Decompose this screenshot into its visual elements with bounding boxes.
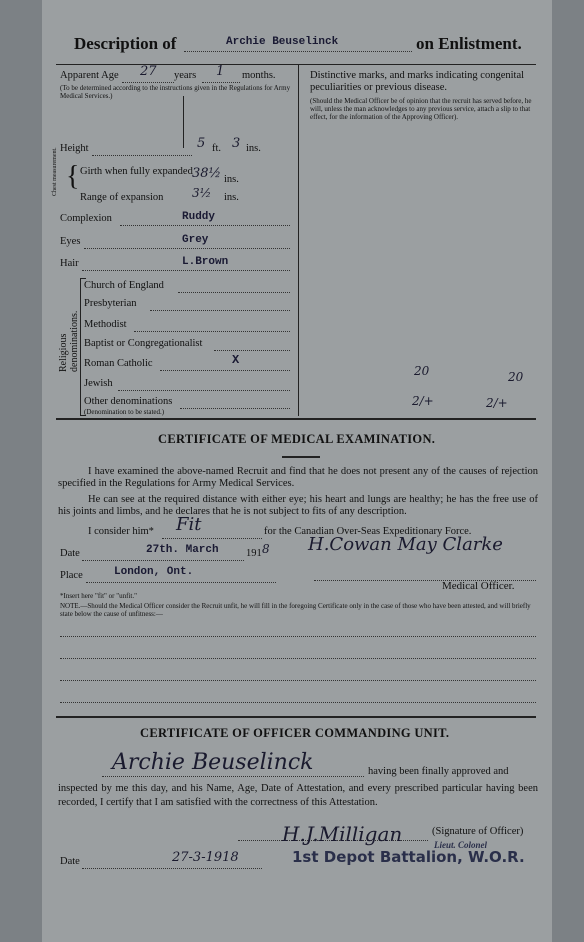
religion-item: Jewish <box>84 378 113 389</box>
age-months: 1 <box>216 64 225 79</box>
title-underline <box>282 456 320 458</box>
fit-value: Fit <box>176 514 202 535</box>
medical-para1: I have examined the above-named Recruit and find that he does not present any of the causes of rejection specified in the Regulations for Army Medical Services. <box>58 466 538 489</box>
height-ins: 3 <box>232 136 241 151</box>
religion-mark-rc: X <box>232 353 240 367</box>
unfit-line-1 <box>60 636 536 637</box>
officer-date-label: Date <box>60 856 80 867</box>
officer-signature: H.J.Milligan <box>282 822 403 846</box>
medical-officer-label: Medical Officer. <box>442 580 515 592</box>
age-note: (To be determined according to the instructions given in the Regulations for Army Medical Services.) <box>60 84 291 100</box>
title-right: on Enlistment. <box>416 34 522 53</box>
religion-line <box>150 310 290 311</box>
title-left: Description of <box>74 34 177 53</box>
height-line <box>92 155 192 156</box>
complexion-line <box>120 225 290 226</box>
section-rule-2 <box>56 716 536 718</box>
column-divider <box>298 64 299 416</box>
officer-date-line <box>82 868 262 869</box>
eyes-value: Grey <box>182 234 209 246</box>
signature-of-officer-label: (Signature of Officer) <box>432 826 524 837</box>
signed-name-line <box>102 776 364 777</box>
religion-item: Church of England <box>84 280 164 291</box>
date-label: Date <box>60 548 80 559</box>
consider-label: I consider him* <box>88 526 154 537</box>
complexion-label: Complexion <box>60 213 112 224</box>
attestation-page <box>42 0 552 942</box>
eyes-label: Eyes <box>60 236 81 247</box>
year-label: 191 <box>246 548 262 559</box>
expansion-value: 3½ <box>192 186 212 200</box>
medical-para2: He can see at the required distance with either eye; his heart and lungs are healthy; he has the free use of his joints and limbs, and he declares that he is not subject to fits of any description. <box>58 494 538 517</box>
age-box-divider <box>183 96 184 148</box>
expansion-ins: ins. <box>224 192 239 203</box>
place-line <box>86 582 276 583</box>
medical-title: CERTIFICATE OF MEDICAL EXAMINATION. <box>158 432 436 446</box>
religion-line <box>118 390 290 391</box>
hearing-right: 2/+ <box>412 394 434 408</box>
other-denomination-note: (Denomination to be stated.) <box>84 408 165 416</box>
girth-ins: ins. <box>224 174 239 185</box>
top-rule <box>56 64 536 65</box>
years-label: years <box>174 70 197 81</box>
officer-text2: inspected by me this day, and his Name, Age, Date of Attestation, and every prescribed particular having been recorded, I certify that I am satisfied with the correctness of this Attestation. <box>58 783 538 808</box>
religion-side-label: Religious denominations. <box>58 310 80 372</box>
height-label: Height <box>60 143 89 154</box>
chest-brace: { <box>66 161 80 192</box>
girth-value: 38½ <box>192 166 222 181</box>
medical-signature: H.Cowan May Clarke <box>308 534 503 555</box>
expansion-label: Range of expansion <box>80 192 164 203</box>
officer-title: CERTIFICATE OF OFFICER COMMANDING UNIT. <box>140 726 450 740</box>
religion-item: Presbyterian <box>84 298 137 309</box>
consider-line <box>162 538 262 539</box>
religion-line <box>178 292 290 293</box>
hair-value: L.Brown <box>182 256 229 268</box>
religion-line <box>134 331 290 332</box>
unfit-line-3 <box>60 680 536 681</box>
months-label: months. <box>242 70 276 81</box>
place-value: London, Ont. <box>114 566 194 578</box>
ft-label: ft. <box>212 143 222 154</box>
eyes-line <box>84 248 290 249</box>
age-years: 27 <box>140 64 157 79</box>
officer-date: 27-3-1918 <box>172 850 239 865</box>
rank-stamp: Lieut. Colonel <box>434 840 488 850</box>
unfit-note: NOTE.—Should the Medical Officer consider the Recruit unfit, he will fill in the foregoing Certificate only in the case of those who have been attested, and will briefly state below the cause of unfitness:— <box>60 602 531 618</box>
officer-text1: having been finally approved and <box>368 766 509 777</box>
complexion-value: Ruddy <box>182 211 216 223</box>
year-value: 8 <box>262 542 270 556</box>
religion-line <box>214 350 290 351</box>
recruit-signature: Archie Beuselinck <box>112 750 314 775</box>
unfit-line-4 <box>60 702 536 703</box>
vision-left: 20 <box>508 370 524 384</box>
girth-label: Girth when fully expanded <box>80 166 193 177</box>
religion-item: Methodist <box>84 319 127 330</box>
ins-label: ins. <box>246 143 261 154</box>
religion-line <box>160 370 290 371</box>
unfit-line-2 <box>60 658 536 659</box>
insert-note: *Insert here "fit" or "unfit." <box>60 592 137 600</box>
height-ft: 5 <box>197 136 206 151</box>
religion-line <box>180 408 290 409</box>
medical-date: 27th. March <box>146 544 219 556</box>
age-label: Apparent Age <box>60 70 119 81</box>
religion-item: Other denominations <box>84 396 173 407</box>
marks-label: Distinctive marks, and marks indicating congenital peculiarities or previous disease. <box>310 70 525 93</box>
marks-note: (Should the Medical Officer be of opinion that the recruit has served before, he will, unless the man acknowledges to any previous service, attach a slip to that effect, for the information of the Approving Officer). <box>310 97 532 121</box>
force-label: for the Canadian Over-Seas Expeditionary Force. <box>264 526 472 537</box>
chest-side-label: Chest measurement. <box>52 147 58 196</box>
hearing-left: 2/+ <box>486 396 508 410</box>
religion-item: Roman Catholic <box>84 358 153 369</box>
unit-stamp: 1st Depot Battalion, W.O.R. <box>292 848 525 866</box>
section-rule <box>56 418 536 420</box>
place-label: Place <box>60 570 83 581</box>
vision-right: 20 <box>414 364 430 378</box>
hair-line <box>82 270 290 271</box>
date-line <box>82 560 244 561</box>
recruit-name: Archie Beuselinck <box>226 36 339 48</box>
religion-item: Baptist or Congregationalist <box>84 338 203 349</box>
hair-label: Hair <box>60 258 79 269</box>
